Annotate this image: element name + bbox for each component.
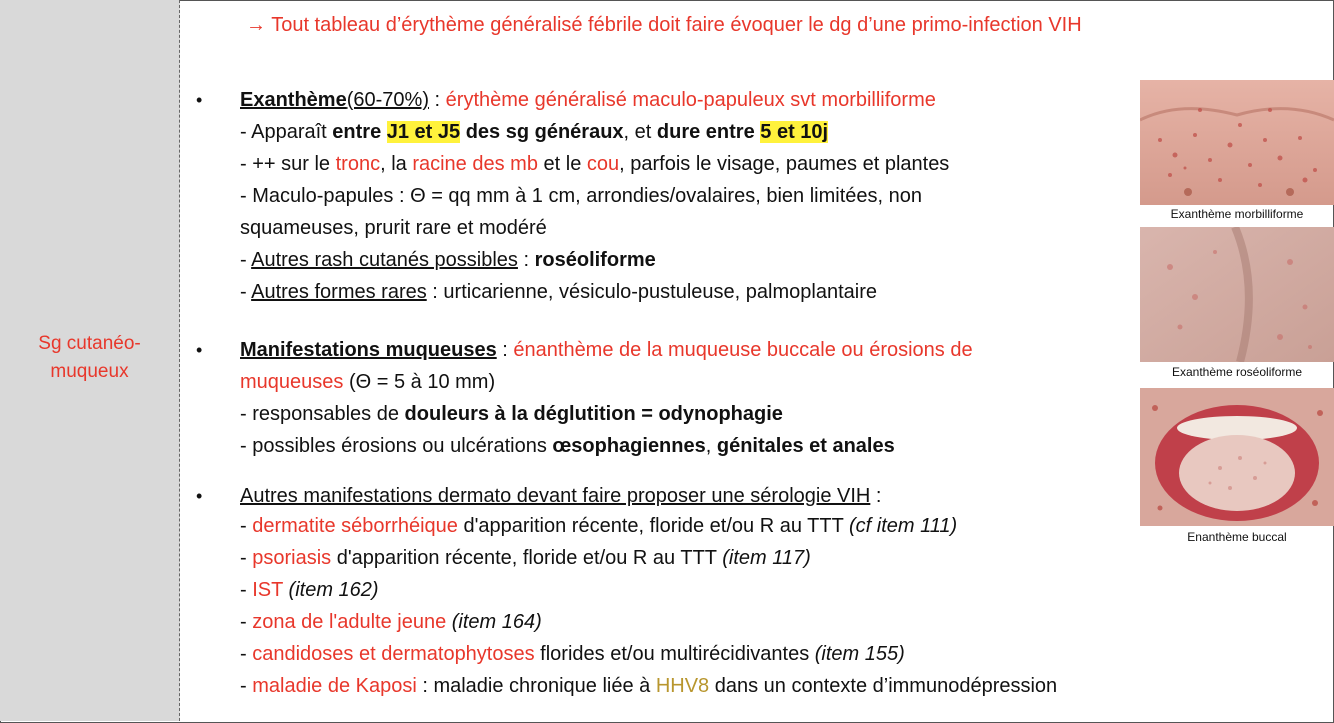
oral-enanthem-image: [1140, 388, 1334, 526]
text: -: [240, 547, 253, 569]
text: cou: [586, 153, 620, 175]
text: racine des mb: [412, 153, 538, 175]
text: candidoses et dermatophytoses: [252, 643, 535, 665]
text: :: [517, 249, 535, 271]
section-label-line-1: Sg cutanéo-: [38, 333, 141, 354]
exantheme-line-3: [240, 148, 949, 180]
item-ref: (cf item 111): [848, 515, 958, 537]
text: -: [240, 515, 253, 537]
text: - ++ sur le: [240, 153, 336, 175]
text: génitales et anales: [716, 435, 895, 457]
section-label-line-2: muqueux: [50, 361, 129, 382]
photo-caption: Exanthème morbilliforme: [1170, 207, 1304, 221]
text: roséoliforme: [534, 249, 656, 271]
autres-title-line: [240, 480, 881, 512]
text: d'apparition récente, floride et/ou R au TTT: [457, 515, 849, 537]
section-label: [0, 330, 179, 386]
text: psoriasis: [252, 547, 332, 569]
list-item: [240, 574, 379, 606]
text: tronc: [335, 153, 381, 175]
text: florides et/ou multirécidivantes: [534, 643, 815, 665]
photo-enantheme-buccal: [1140, 388, 1334, 526]
text: , la: [380, 153, 413, 175]
muqueuses-line-4: [240, 430, 895, 462]
text: œsophagiennes: [552, 435, 706, 457]
headline: → Tout tableau d’érythème généralisé fébrile doit faire évoquer le dg d’une primo-infection VIH: [246, 14, 1082, 36]
list-item: [240, 606, 542, 638]
highlight-j1-j5: J1 et J5: [386, 121, 461, 143]
muqueuses-line-3: [240, 398, 783, 430]
exantheme-line-5: squameuses, prurit rare et modéré: [240, 217, 547, 239]
separator: :: [870, 485, 882, 507]
text: -: [240, 643, 253, 665]
text: douleurs à la déglutition = odynophagie: [404, 403, 783, 425]
list-item: [240, 510, 957, 542]
item-ref: (item 162): [288, 579, 379, 601]
text: -: [240, 675, 253, 697]
text: dure entre: [656, 121, 761, 143]
list-item: [240, 638, 905, 670]
photo-caption: Enanthème buccal: [1187, 530, 1287, 544]
text: -: [240, 281, 252, 303]
exantheme-title: Exanthème: [240, 89, 347, 111]
muqueuses-line-2: [240, 366, 495, 398]
exantheme-line-6: [240, 244, 656, 276]
text: , parfois le visage, paumes et plantes: [619, 153, 950, 175]
text: - Apparaît: [240, 121, 333, 143]
skin-rash-chest-image: [1140, 80, 1334, 205]
photo-exantheme-roseoliforme: [1140, 227, 1334, 362]
text: -: [240, 579, 253, 601]
text: : maladie chronique liée à: [416, 675, 656, 697]
exantheme-title-line: [240, 84, 936, 116]
text: IST: [252, 579, 283, 601]
text: d'apparition récente, floride et/ou R au TTT: [331, 547, 723, 569]
text: -: [240, 249, 252, 271]
skin-rash-roseola-image: [1140, 227, 1334, 362]
exantheme-line-7: [240, 276, 877, 308]
text: ,: [705, 435, 717, 457]
text: Autres rash cutanés possibles: [251, 249, 518, 271]
text: - responsables de: [240, 403, 405, 425]
exantheme-line-2: [240, 116, 828, 148]
text: dermatite séborrhéique: [252, 515, 458, 537]
list-item-kaposi: [240, 670, 1057, 702]
muqueuses-title: Manifestations muqueuses: [240, 339, 497, 361]
text: : urticarienne, vésiculo-pustuleuse, palmoplantaire: [426, 281, 877, 303]
item-ref: (item 117): [722, 547, 811, 569]
item-ref: (item 155): [814, 643, 905, 665]
photo-caption: Exanthème roséoliforme: [1171, 365, 1303, 379]
text: entre: [332, 121, 387, 143]
text: , et: [623, 121, 657, 143]
text: des sg généraux: [460, 121, 624, 143]
text: et le: [537, 153, 587, 175]
text: zona de l'adulte jeune: [252, 611, 447, 633]
text: dans un contexte d’immunodépression: [709, 675, 1058, 697]
highlight-duration: 5 et 10j: [760, 121, 829, 143]
text: -: [240, 611, 253, 633]
autres-title: Autres manifestations dermato devant faire proposer une sérologie VIH: [240, 485, 871, 507]
text: (Θ = 5 à 10 mm): [343, 371, 496, 393]
text: maladie de Kaposi: [252, 675, 417, 697]
photo-exantheme-morbilliforme: [1140, 80, 1334, 205]
separator: :: [428, 89, 446, 111]
muqueuses-title-line: [240, 334, 973, 366]
left-column: [0, 0, 180, 721]
bullet-marker: •: [196, 90, 203, 110]
separator: :: [496, 339, 514, 361]
text: Autres formes rares: [251, 281, 427, 303]
exantheme-pct: (60-70%): [346, 89, 429, 111]
hhv8-label: HHV8: [655, 675, 710, 697]
exantheme-line-4: - Maculo-papules : Θ = qq mm à 1 cm, arrondies/ovalaires, bien limitées, non: [240, 185, 922, 207]
text: - possibles érosions ou ulcérations: [240, 435, 553, 457]
text: énanthème de la muqueuse buccale ou érosions de: [513, 339, 973, 361]
bullet-marker: •: [196, 486, 203, 506]
text: muqueuses: [240, 371, 344, 393]
exantheme-desc: érythème généralisé maculo-papuleux svt morbilliforme: [445, 89, 936, 111]
list-item: [240, 542, 811, 574]
item-ref: (item 164): [451, 611, 542, 633]
bullet-marker: •: [196, 340, 203, 360]
